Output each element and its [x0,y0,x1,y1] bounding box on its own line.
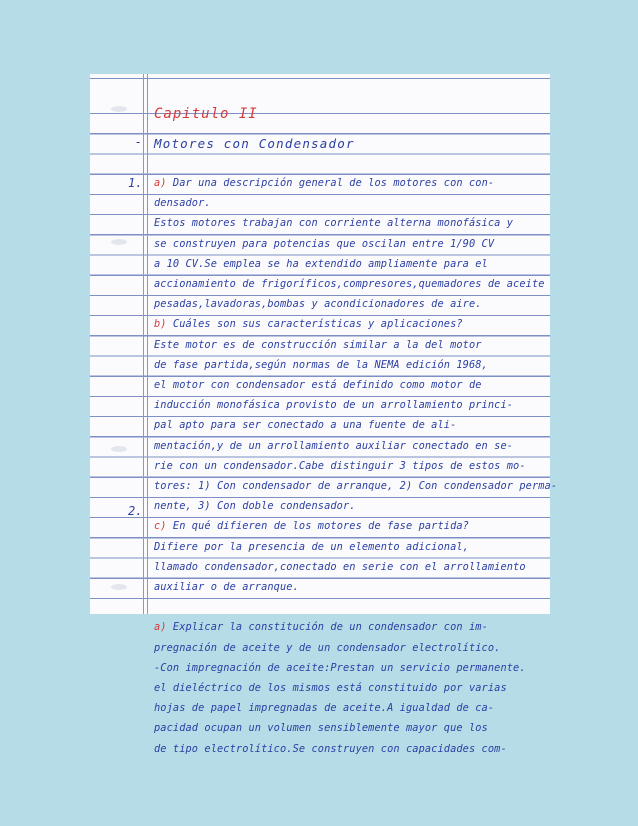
text-line [154,516,546,536]
item-letter: a) [154,177,167,189]
binder-hole [111,584,127,590]
text-line: el dieléctrico de los mismos está constituido por varias [154,682,507,694]
text-line: el motor con condensador está definido como motor de [154,379,482,391]
text-line: Estos motores trabajan con corriente alterna monofásica y [154,217,514,230]
text-line [154,597,546,617]
text-line: Este motor es de construcción similar a la del motor [154,338,482,351]
line-text: Dar una descripción general de los motores con con- [166,177,495,189]
line-text: Explicar la constitución de un condensador con im- [166,621,488,634]
text-line: mentación,y de un arrollamiento auxiliar conectado en se- [154,439,514,452]
text-line: -Con impregnación de aceite:Prestan un servicio permanente. [154,661,526,674]
text-line: accionamiento de frigoríficos,compresores,quemadores de aceite [154,278,545,290]
item-letter: b) [154,318,167,331]
text-line: pal apto para ser conectado a una fuente de ali- [154,419,457,432]
text-line: de tipo electrolítico.Se construyen con capacidades com- [154,742,507,755]
text-line: de fase partida,según normas de la NEMA edición 1968, [154,358,488,371]
notebook-page [90,74,558,755]
section-heading: Motores con Condensador [154,136,355,151]
text-line: Difiere por la presencia de un elemento adicional, [154,540,469,553]
text-line: pacidad ocupan un volumen sensiblemente mayor que los [154,722,488,735]
chapter-title: Capitulo II [154,106,258,122]
text-line: auxiliar o de arranque. [154,581,299,593]
question-number: 1. [128,176,143,190]
text-line: pregnación de aceite y de un condensador electrolítico. [154,641,501,654]
text-line: se construyen para potencias que oscilan entre 1/90 CV [154,237,495,250]
text-line: rie con un condensador.Cabe distinguir 3 tipos de estos mo- [154,459,526,472]
text-line: inducción monofásica provisto de un arrollamiento princi- [154,399,514,412]
line-text: En qué difieren de los motores de fase partida? [166,520,469,533]
text-line: densador. [154,197,211,210]
item-letter: a) [154,621,167,634]
section-marker: - [134,135,142,149]
binder-hole [111,239,127,245]
margin-line [143,74,144,614]
text-line: pesadas,lavadoras,bombas y acondicionadores de aire. [154,298,482,311]
text-line: hojas de papel impregnadas de aceite.A igualdad de ca- [154,702,495,715]
text-line: a 10 CV.Se emplea se ha extendido ampliamente para el [154,257,488,270]
question-number: 2. [128,504,143,518]
item-letter: c) [154,520,167,533]
text-line: tores: 1) Con condensador de arranque, 2) Con condensador perma- [154,480,558,492]
margin-line [147,74,148,614]
text-line [154,314,546,334]
text-line: llamado condensador,conectado en serie con el arrollamiento [154,560,526,573]
text-line [154,173,546,193]
line-text: Cuáles son sus características y aplicaciones? [166,318,463,331]
text-line: nente, 3) Con doble condensador. [154,500,356,513]
binder-hole [111,106,127,112]
text-line [154,617,546,637]
binder-hole [111,446,127,452]
